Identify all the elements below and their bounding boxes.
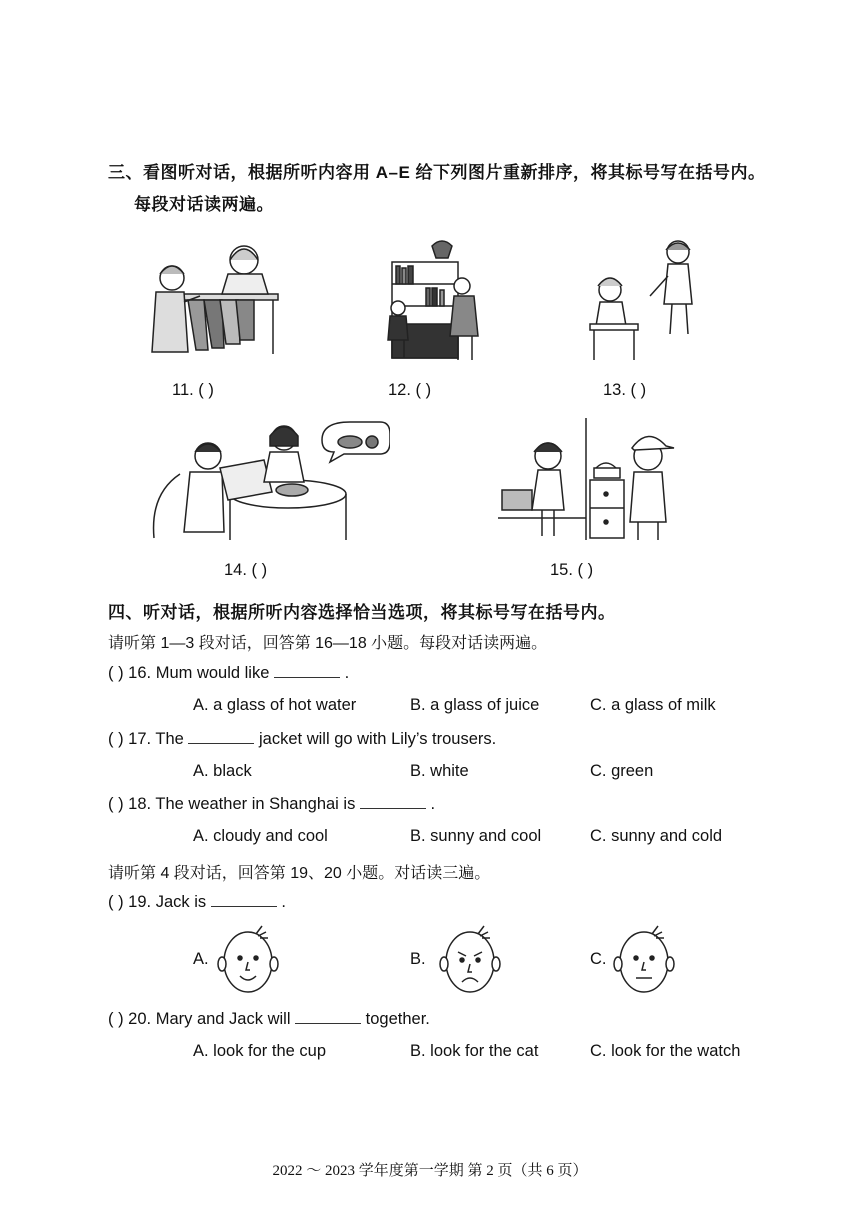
question-20-option-c: C. look for the watch [590, 1042, 741, 1060]
answer-bracket[interactable]: ( ) [108, 730, 124, 748]
question-20-option-b: B. look for the cat [410, 1042, 539, 1060]
picture-11-label: 11. ( ) [172, 381, 214, 399]
question-19-option-b: B. [410, 950, 426, 968]
sad-face-icon [438, 922, 502, 996]
question-16-option-b: B. a glass of juice [410, 696, 540, 714]
question-18-blank [360, 794, 426, 809]
question-18-option-b: B. sunny and cool [410, 827, 542, 845]
question-19-option-a: A. [193, 950, 209, 968]
question-18-option-c: C. sunny and cold [590, 827, 723, 845]
question-16-option-a: A. a glass of hot water [193, 696, 357, 714]
section3-heading: 三、看图听对话，根据所听内容用 A–E 给下列图片重新排序，将其标号写在括号内。 [108, 163, 766, 182]
question-16-end: . [344, 664, 350, 682]
question-17-blank [188, 729, 254, 744]
happy-face-icon [216, 922, 280, 996]
answer-bracket[interactable]: ( ) [108, 893, 124, 911]
question-20 [108, 1009, 430, 1029]
picture-12-bookshelf [378, 236, 488, 362]
picture-15-telephone [498, 418, 694, 544]
question-20-end: together. [365, 1010, 430, 1028]
answer-bracket[interactable]: ( ) [108, 1010, 124, 1028]
question-17 [108, 729, 496, 749]
question-19 [108, 892, 286, 912]
question-16-option-c: C. a glass of milk [590, 696, 716, 714]
question-19-blank [211, 892, 277, 907]
picture-13-label: 13. ( ) [603, 381, 647, 399]
section4-instruction-2: 请听第 4 段对话，回答第 19、20 小题。对话读三遍。 [108, 865, 491, 882]
picture-11-clothes-shop [148, 238, 282, 358]
question-19-text: 19. Jack is [128, 893, 207, 911]
question-18 [108, 794, 435, 814]
question-17-option-a: A. black [193, 762, 252, 780]
picture-13-girl-and-boy [586, 236, 704, 362]
question-20-text: 20. Mary and Jack will [128, 1010, 291, 1028]
question-18-option-a: A. cloudy and cool [193, 827, 328, 845]
answer-bracket[interactable]: ( ) [108, 795, 124, 813]
question-19-option-c: C. [590, 950, 607, 968]
neutral-face-icon [612, 922, 676, 996]
picture-14-restaurant [150, 418, 390, 544]
question-20-blank [295, 1009, 361, 1024]
page-footer: 2022 ～ 2023 学年度第一学期 第 2 页（共 6 页） [272, 1163, 588, 1179]
question-16-text: 16. Mum would like [128, 664, 270, 682]
question-16-blank [274, 663, 340, 678]
answer-bracket[interactable]: ( ) [108, 664, 124, 682]
section4-heading: 四、听对话，根据所听内容选择恰当选项，将其标号写在括号内。 [108, 603, 616, 622]
picture-12-label: 12. ( ) [388, 381, 432, 399]
question-18-end: . [430, 795, 436, 813]
section3-subheading: 每段对话读两遍。 [134, 195, 274, 214]
picture-14-label: 14. ( ) [224, 561, 268, 579]
question-18-text: 18. The weather in Shanghai is [128, 795, 356, 813]
question-19-end: . [281, 893, 286, 911]
picture-15-label: 15. ( ) [550, 561, 594, 579]
question-17-option-b: B. white [410, 762, 469, 780]
question-17-text: 17. The [128, 730, 184, 748]
question-16 [108, 663, 349, 683]
section4-instruction-1: 请听第 1—3 段对话，回答第 16—18 小题。每段对话读两遍。 [108, 635, 548, 652]
question-17-option-c: C. green [590, 762, 654, 780]
question-20-option-a: A. look for the cup [193, 1042, 326, 1060]
question-17-end: jacket will go with Lily’s trousers. [259, 730, 497, 748]
